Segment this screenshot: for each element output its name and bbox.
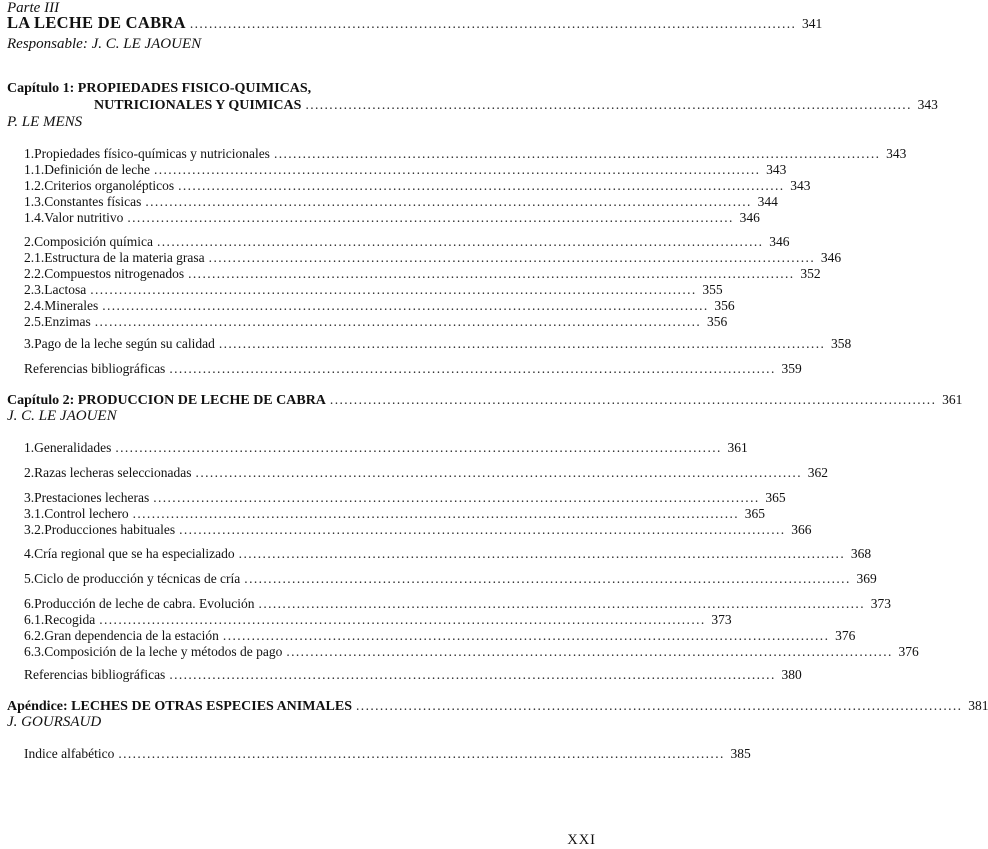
chapter-1-title-line-1: Capítulo 1: PROPIEDADES FISICO-QUIMICAS, xyxy=(7,81,312,96)
part-responsible: Responsable: J. C. LE JAOUEN xyxy=(7,36,202,52)
entry-title: Gran dependencia de la estación xyxy=(44,628,219,643)
toc-entry-appendix xyxy=(7,698,988,715)
leader-dots: ............................................................................................................................... xyxy=(179,522,786,537)
entry-page: 343 xyxy=(790,178,811,193)
leader-dots: ............................................................................................................................... xyxy=(115,440,722,455)
entry-page: 346 xyxy=(820,250,842,265)
toc-entry xyxy=(24,250,842,266)
leader-dots: ............................................................................................................................... xyxy=(189,16,797,31)
leader-dots: ............................................................................................................................... xyxy=(286,644,893,659)
chapter-1-title-line-2: NUTRICIONALES Y QUIMICAS xyxy=(94,98,302,113)
toc-entry xyxy=(24,628,856,644)
toc-entry xyxy=(24,546,872,562)
entry-page: 376 xyxy=(898,644,919,659)
entry-page: 358 xyxy=(831,336,852,351)
entry-number: 2.1. xyxy=(24,250,45,265)
leader-dots: ............................................................................................................................... xyxy=(244,571,851,586)
entry-page: 352 xyxy=(800,266,821,281)
entry-number: 3. xyxy=(24,336,35,351)
appendix-author: J. GOURSAUD xyxy=(7,714,102,730)
entry-number: 6.3. xyxy=(24,644,45,659)
toc-entry xyxy=(24,490,786,506)
entry-title: Compuestos nitrogenados xyxy=(44,266,185,281)
toc-entry xyxy=(24,210,760,226)
entry-title: Constantes físicas xyxy=(44,194,142,209)
entry-number: 3.2. xyxy=(24,522,45,537)
toc-entry xyxy=(24,298,735,314)
entry-page: 369 xyxy=(856,571,877,586)
entry-title: Ciclo de producción y técnicas de cría xyxy=(34,571,241,586)
entry-title: Composición química xyxy=(34,234,153,249)
leader-dots: ............................................................................................................................... xyxy=(157,234,764,249)
leader-dots: ............................................................................................................................... xyxy=(169,361,776,376)
chapter-1-page: 343 xyxy=(917,97,938,112)
leader-dots: ............................................................................................................................... xyxy=(208,250,816,265)
leader-dots: ............................................................................................................................... xyxy=(90,282,697,297)
entry-title: Estructura de la materia grasa xyxy=(44,250,205,265)
toc-entry-chapter-2 xyxy=(7,392,963,409)
entry-title: Recogida xyxy=(44,612,96,627)
entry-page: 376 xyxy=(835,628,856,643)
leader-dots: ............................................................................................................................... xyxy=(218,336,826,351)
toc-entry xyxy=(24,336,852,352)
entry-page: 356 xyxy=(714,298,735,313)
entry-number: 1.1. xyxy=(24,162,45,177)
entry-title: Minerales xyxy=(44,298,99,313)
toc-entry xyxy=(24,162,787,178)
entry-page: 365 xyxy=(765,490,786,505)
leader-dots: ............................................................................................................................... xyxy=(127,210,734,225)
entry-number: 1.3. xyxy=(24,194,45,209)
entry-page: 346 xyxy=(769,234,790,249)
entry-number: 1.2. xyxy=(24,178,45,193)
toc-entry-chapter-1 xyxy=(94,97,938,114)
leader-dots: ............................................................................................................................... xyxy=(273,146,881,161)
entry-page: 366 xyxy=(791,522,812,537)
leader-dots: ............................................................................................................................... xyxy=(238,546,846,561)
leader-dots: ............................................................................................................................... xyxy=(222,628,830,643)
leader-dots: ............................................................................................................................... xyxy=(94,314,702,329)
entry-page: 380 xyxy=(781,667,802,682)
leader-dots: ............................................................................................................................... xyxy=(145,194,752,209)
entry-title: Generalidades xyxy=(34,440,112,455)
entry-page: 346 xyxy=(739,210,760,225)
entry-page: 362 xyxy=(807,465,828,480)
entry-number: 4. xyxy=(24,546,35,561)
entry-title: Enzimas xyxy=(44,314,91,329)
entry-number: 6.2. xyxy=(24,628,45,643)
entry-title: Criterios organolépticos xyxy=(44,178,175,193)
leader-dots: ............................................................................................................................... xyxy=(153,490,760,505)
toc-entry xyxy=(24,571,877,587)
entry-number: 1.4. xyxy=(24,210,45,225)
entry-title: Pago de la leche según su calidad xyxy=(34,336,215,351)
toc-entry xyxy=(24,234,790,250)
toc-entry-references xyxy=(24,667,802,683)
toc-entry xyxy=(24,506,766,522)
leader-dots: ............................................................................................................................... xyxy=(305,97,912,112)
chapter-2-page: 361 xyxy=(942,392,963,407)
entry-number: 1. xyxy=(24,440,35,455)
toc-entry xyxy=(24,146,907,162)
part-page: 341 xyxy=(802,16,823,31)
entry-title: Cría regional que se ha especializado xyxy=(34,546,235,561)
toc-entry-index xyxy=(24,746,751,762)
entry-number: 3. xyxy=(24,490,35,505)
toc-entry xyxy=(24,440,748,456)
leader-dots: ............................................................................................................................... xyxy=(188,266,795,281)
toc-entry xyxy=(24,644,919,660)
part-label: Parte III xyxy=(7,0,60,16)
leader-dots: ............................................................................................................................... xyxy=(178,178,785,193)
entry-title: Referencias bibliográficas xyxy=(24,361,166,376)
entry-page: 343 xyxy=(886,146,907,161)
entry-page: 365 xyxy=(744,506,766,521)
entry-title: Valor nutritivo xyxy=(44,210,124,225)
toc-entry xyxy=(24,314,728,330)
leader-dots: ............................................................................................................................... xyxy=(258,596,865,611)
entry-number: 2.3. xyxy=(24,282,45,297)
entry-number: 2.4. xyxy=(24,298,45,313)
appendix-page: 381 xyxy=(968,698,988,713)
leader-dots: ............................................................................................................................... xyxy=(99,612,706,627)
entry-number: 6.1. xyxy=(24,612,45,627)
chapter-2-title: Capítulo 2: PRODUCCION DE LECHE DE CABRA xyxy=(7,393,326,408)
toc-entry xyxy=(24,194,778,210)
toc-entry xyxy=(24,178,811,194)
toc-entry-references xyxy=(24,361,802,377)
entry-title: Prestaciones lecheras xyxy=(34,490,150,505)
leader-dots: ............................................................................................................................... xyxy=(132,506,740,521)
appendix-title: Apéndice: LECHES DE OTRAS ESPECIES ANIMALES xyxy=(7,699,353,714)
entry-page: 373 xyxy=(870,596,891,611)
chapter-2-author: J. C. LE JAOUEN xyxy=(7,408,117,424)
entry-title: Producción de leche de cabra. Evolución xyxy=(34,596,255,611)
entry-number: 2. xyxy=(24,234,35,249)
toc-entry xyxy=(24,522,812,538)
leader-dots: ............................................................................................................................... xyxy=(169,667,776,682)
leader-dots: ............................................................................................................................... xyxy=(356,698,963,713)
entry-number: 2. xyxy=(24,465,35,480)
toc-entry xyxy=(24,465,828,481)
leader-dots: ............................................................................................................................... xyxy=(153,162,761,177)
toc-entry xyxy=(24,596,891,612)
entry-title: Propiedades físico-químicas y nutricionales xyxy=(34,146,270,161)
entry-number: 6. xyxy=(24,596,35,611)
toc-entry xyxy=(24,266,821,282)
toc-entry xyxy=(24,612,732,628)
leader-dots: ............................................................................................................................... xyxy=(329,392,937,407)
entry-title: Razas lecheras seleccionadas xyxy=(34,465,192,480)
entry-page: 355 xyxy=(702,282,723,297)
entry-title: Referencias bibliográficas xyxy=(24,667,166,682)
entry-title: Composición de la leche y métodos de pago xyxy=(44,644,283,659)
entry-page: 359 xyxy=(781,361,802,376)
entry-page: 361 xyxy=(727,440,748,455)
entry-title: Indice alfabético xyxy=(24,746,115,761)
page-folio: XXI xyxy=(567,832,596,848)
entry-number: 5. xyxy=(24,571,35,586)
entry-page: 385 xyxy=(730,746,751,761)
entry-page: 368 xyxy=(850,546,872,561)
entry-number: 2.5. xyxy=(24,314,45,329)
entry-title: Lactosa xyxy=(44,282,87,297)
toc-entry-part xyxy=(7,13,823,32)
leader-dots: ............................................................................................................................... xyxy=(118,746,725,761)
entry-page: 373 xyxy=(711,612,732,627)
entry-page: 356 xyxy=(706,314,728,329)
entry-title: Control lechero xyxy=(44,506,129,521)
leader-dots: ............................................................................................................................... xyxy=(102,298,709,313)
entry-number: 2.2. xyxy=(24,266,45,281)
entry-title: Producciones habituales xyxy=(44,522,176,537)
toc-entry xyxy=(24,282,723,298)
chapter-1-author: P. LE MENS xyxy=(7,114,83,130)
entry-page: 343 xyxy=(766,162,787,177)
entry-number: 3.1. xyxy=(24,506,45,521)
entry-title: Definición de leche xyxy=(44,162,150,177)
entry-number: 1. xyxy=(24,146,35,161)
part-title: LA LECHE DE CABRA xyxy=(7,13,186,32)
leader-dots: ............................................................................................................................... xyxy=(195,465,802,480)
entry-page: 344 xyxy=(757,194,778,209)
